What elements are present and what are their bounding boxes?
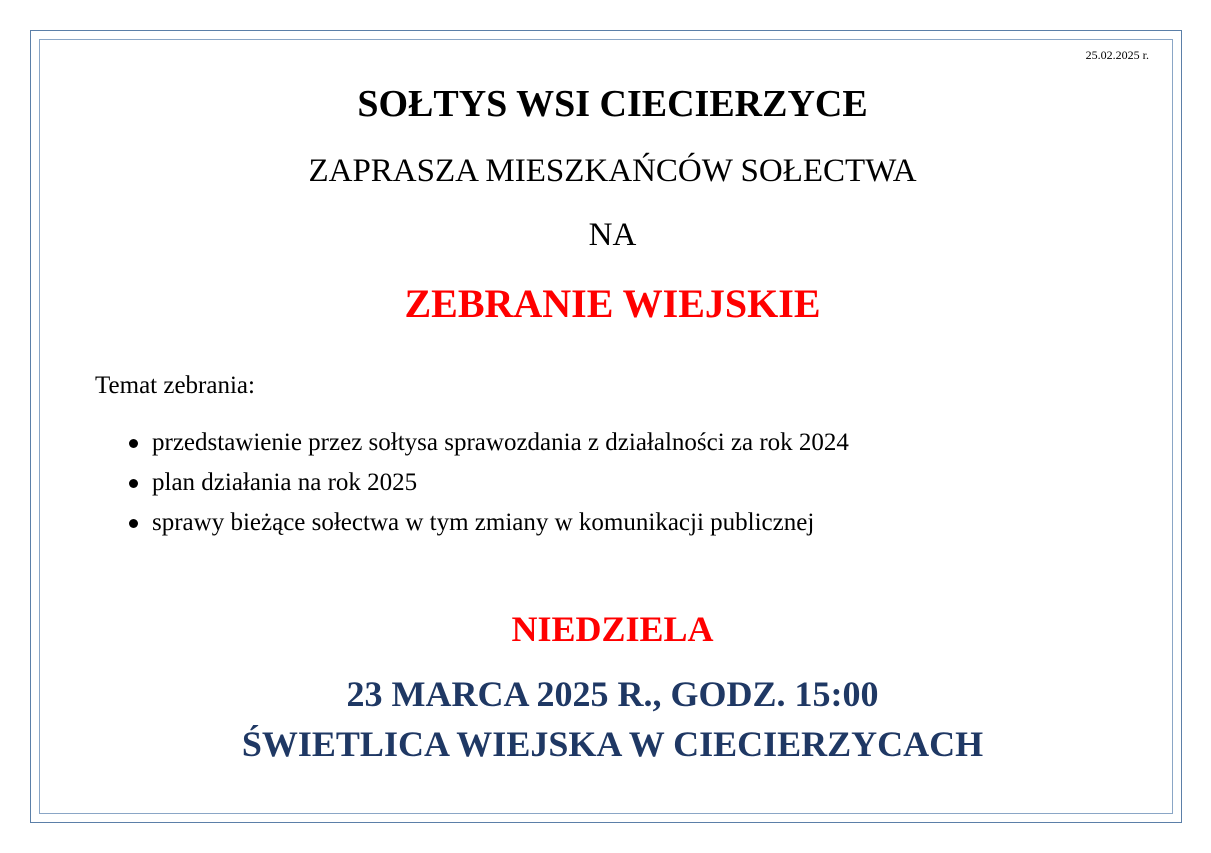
event-day: NIEDZIELA bbox=[511, 609, 714, 649]
bullet-icon bbox=[129, 439, 138, 448]
announcement-title: SOŁTYS WSI CIECIERZYCE bbox=[357, 83, 868, 125]
topic-text: sprawy bieżące sołectwa w tym zmiany w komunikacji publicznej bbox=[152, 509, 815, 536]
topic-label: Temat zebrania: bbox=[95, 372, 255, 399]
bullet-icon bbox=[129, 479, 138, 488]
document-date: 25.02.2025 r. bbox=[1085, 48, 1149, 62]
topic-list bbox=[126, 423, 849, 543]
announcement-subtitle: ZAPRASZA MIESZKAŃCÓW SOŁECTWA bbox=[308, 153, 917, 189]
event-name: ZEBRANIE WIEJSKIE bbox=[404, 281, 821, 326]
topic-text: plan działania na rok 2025 bbox=[152, 469, 418, 496]
topic-item bbox=[126, 503, 849, 543]
topic-item bbox=[126, 463, 849, 503]
topic-item bbox=[126, 423, 849, 463]
event-date-time: 23 MARCA 2025 R., GODZ. 15:00 bbox=[346, 674, 879, 714]
event-location: ŚWIETLICA WIEJSKA W CIECIERZYCACH bbox=[241, 724, 984, 764]
topic-text: przedstawienie przez sołtysa sprawozdania z działalności za rok 2024 bbox=[152, 429, 849, 456]
bullet-icon bbox=[129, 519, 138, 528]
announcement-connector: NA bbox=[588, 217, 637, 253]
